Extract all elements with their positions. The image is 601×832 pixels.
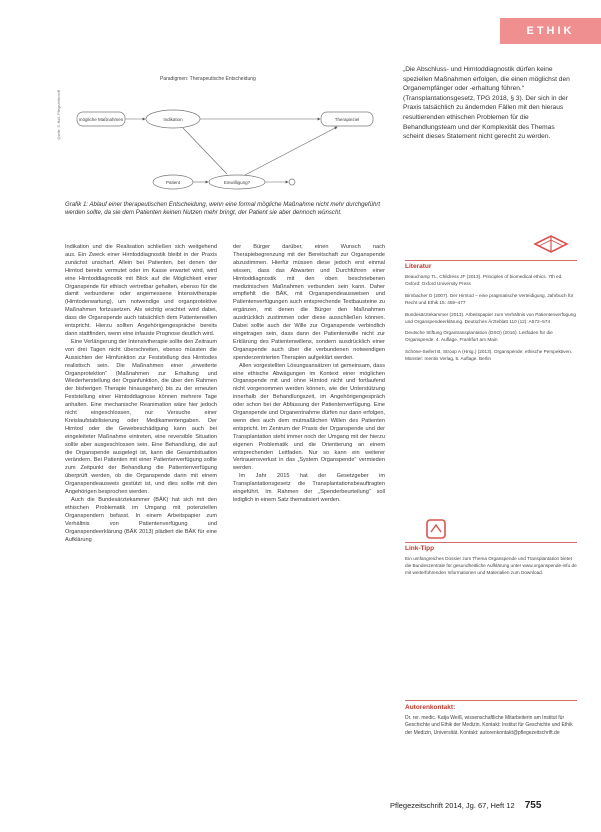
- node-label-3: Therapieziel: [334, 117, 360, 122]
- literature-box: [405, 234, 577, 368]
- paragraph: Allen vorgestellten Lösungsansätzen ist gemeinsam, dass eine ethische Abwägungen im Kontext einer möglichen Organspende mit und ohne Hirntod nicht und fortlaufend nicht vorgenommen werden können, wie der Unterstützung innerhalb der Behandlungszeit, im Angehörigengespräch oder schon bei der Abfassung der Patientenverfügung. Eine Organspende und Organentnahme dürfen nur dann erfolgen, wenn dies auch dem mutmaßlichen Willen des Patienten entspricht. Im Zentrum der Praxis der Organspende und der Transplantation steht immer noch der Umgang mit der hierzu eigenen Problematik und die Orientierung an einem entsprechenden Leitfaden. Nur so kann ein weiterer Vertrauensverlust in das „System Organspende“ vermieden werden.: [233, 362, 385, 472]
- literature-title: Literatur: [405, 263, 432, 270]
- literature-entry: Deutsche Stiftung Organtransplantation (DSO) (2016). Leitfaden für die Organspende. 4. Auflage. Frankfurt am Main: [405, 330, 553, 343]
- literature-entry: Bundesärztekammer (2013). Arbeitspapier zum Verhältnis von Patientenverfügung und Organspendeerklärung. Deutsches Ärzteblatt 110 (12): A572–574: [405, 311, 576, 324]
- node-label-2: Indikation: [163, 117, 183, 122]
- node-end: [289, 179, 295, 185]
- node-label-5: Einwilligung?: [223, 180, 251, 185]
- page-footer: [390, 800, 541, 811]
- paragraph: Indikation und die Realisation schließen sich weitgehend aus. Ein Zweck einer Hirntoddiagnostik bleibt in der Praxis zunächst unscharf. Allein bei Patienten, bei denen der Hirntod bereits vermutet oder im Kasse erwartet wird, wird eine Hirntoddiagnostik mit Blick auf die Möglichkeit einer Organspende für ethisch vertretbar gehalten, ebenso für die damit verbundene oder angemessene Intensivtherapie (Hirntoderwartung), um notwendige und organprotektive Maßnahmen fortzusetzen. Als wichtig erachtet wird dabei, dass die Organspende auch tatsächlich dem Patientenwillen entspricht. Hierzu sollten Angehörigengespräche bereits dann stattfinden, wenn eine infauste Prognose deutlich wird.: [65, 244, 217, 337]
- literature-entry: Schöne-Seifert B, Stroop A (Hrsg.) (2013). Organspende: ethische Perspektiven. Münster: mentis Verlag, 5. Auflage. Berlin: [405, 349, 573, 362]
- link-tip-rule: [405, 542, 577, 543]
- flow-diagram: [65, 60, 387, 200]
- link-tip-box: [405, 524, 577, 577]
- paragraph: Auch die Bundesärztekammer (BÄK) hat sich mit den ethischen Problematik im Umgang mit potenziellen Organspendern befasst. In einem Arbeitspapier zum Verhältnis von Patientenverfügung und Organspendeerklärung (BÄK 2013) plädiert die BÄK für eine Aufklärung: [65, 497, 217, 543]
- paragraph: Eine Verlängerung der Intensivtherapie sollte den Zeitraum von drei Tagen nicht überschreiten, ebenso müssten die Aussichten der Hirnfunktion zur Feststellung des Hirntodes realistisch sein. Die Maßnahmen einer „erweiterte Organprotektion“ (Maßnahmen zur Erhaltung und Wiederherstellung der Organfunktion, die über den Rahmen der bisherigen Therapie hinausgehen) bis zu der erneuten Feststellung einer Hirntoddiagnose können mehrere Tage anhalten. Eine mechanische Reanimation wäre hier jedoch nicht eingeschlossen, nur Versuche einer Kreislaufstabilisierung oder Medikamentengaben. Der Hirntod oder die Gewebeschädigung kann auch bei eingeleiteter Maßnahme eintreten, eine reversible Situation sollte aber ausgeschlossen sein. Eine Behandlung, die auf die Organspende ausgelegt ist, kann die Gesamtsituation verändern. Bei Patienten mit einer Patientenverfügung sollte zum Zeitpunkt der Behandlung die Patientenverfügung überprüft werden, ob die Organspende darin mit einem Organspendeausweis gestützt ist, und dies sollte mit den Angehörigen besprochen werden.: [65, 338, 217, 496]
- pull-quote: „Die Abschluss- und Hirntoddiagnostik dürfen keine speziellen Maßnahmen erfolgen, die einen möglichst den Organempfänger oder -erhaltung führen.“ (Transplantationsgesetz, TPG 2018, § 3). Der sich in der Praxis tatsächlich zu ändernden Fällen mit den hieraus resultierenden ethischen Problemen für die Behandlungsteam und der Komplexität des Themas scheint dieses Statement nicht gerecht zu werden.: [403, 66, 570, 141]
- body-column-2: [233, 244, 385, 794]
- figure-credit: Quelle: S. Haß, Pflegezeitschrift: [57, 90, 61, 140]
- literature-rule: [405, 260, 577, 261]
- node-label-1: mögliche Maßnahmen: [78, 117, 124, 122]
- literature-entry: Birnbacher D (2007). Der Hirntod – eine pragmatische Verteidigung. Jahrbuch für Recht und Ethik 15: 459–477: [405, 292, 574, 305]
- section-label: ETHIK: [526, 25, 575, 37]
- journal-info: Pflegezeitschrift 2014, Jg. 67, Heft 12: [390, 801, 515, 810]
- author-contact-box: [405, 700, 577, 737]
- author-text: Dr. rer. medic. Katja Weiß, wissenschaftliche Mitarbeiterin am Institut für Geschichte und Ethik der Medizin. Kontakt: Institut für Geschichte und Ethik der Medizin, Universität. Kontakt: autorenkontakt@pflegezeitschrift.de: [405, 715, 573, 736]
- paragraph: Im Jahr 2015 hat der Gesetzgeber im Transplantationsgesetz die Transplantationsbeauftragten eingeführt. Im Rahmen der „Spenderbeurteilung“ soll lediglich in einem Satz thematisiert werden.: [233, 473, 385, 503]
- author-rule: [405, 700, 577, 701]
- body-column-1: [65, 244, 217, 794]
- link-tip-text[interactable]: Ein umfangreiches Dossier zum Thema Organspende und Transplantation bietet die Bundeszentrale für gesundheitliche Aufklärung unter www.organspende-info.de mit weiterführenden Informationen und Materialien zum Download.: [405, 556, 577, 575]
- author-title: Autorenkontakt:: [405, 704, 456, 711]
- link-tip-title: Link-Tipp: [405, 545, 435, 552]
- section-header: [500, 18, 601, 44]
- node-label-4: Patient: [165, 180, 181, 185]
- figure-caption: Grafik 1: Ablauf einer therapeutischen Entscheidung, wenn eine formal mögliche Maßnahme nicht mehr durchgeführt werden sollte, da sie dem Patienten keinen Nutzen mehr bringt, der Patient sie aber dennoch wünscht.: [65, 201, 381, 216]
- figure-title: Paradigmen: Therapeutische Entscheidung: [160, 76, 256, 82]
- paragraph: der Bürger darüber, einen Wunsch nach Therapiebegrenzung mit der Bereitschaft zur Organspende abzustimmen. Hierfür müssen diese jedoch erst einmal wissen, dass das Abwarten und Durchführen einer Hirntoddiagnostik mit den oben beschriebenen medizinischen Maßnahmen verbunden sein kann. Daher empfiehlt die BÄK, mit Organspendeausweisen und Patientenverfügungen auch entsprechende Textbausteine zu ergänzen, mit denen die Bürger den Maßnahmen ausdrücklich zustimmen oder diese ausschließen können. Dabei sollte auch der Wille zur Organspende verbindlich eingetragen sein, dass dann der Patientenwille nicht zur Erklärung des Patientenwillens, sondern ausdrücklich einer Organspende auch über die verbundenen notwendigen spenderzentrierten Therapien aufgeklärt werden.: [233, 244, 385, 361]
- page-number: 755: [524, 800, 542, 811]
- book-icon: [531, 230, 571, 256]
- literature-entry: Beauchamp TL, Childress JF (2013). Principles of biomedical ethics. 7th ed. Oxford: Oxford University Press: [405, 274, 563, 286]
- figure: [65, 60, 387, 200]
- link-tip-icon: [425, 518, 447, 540]
